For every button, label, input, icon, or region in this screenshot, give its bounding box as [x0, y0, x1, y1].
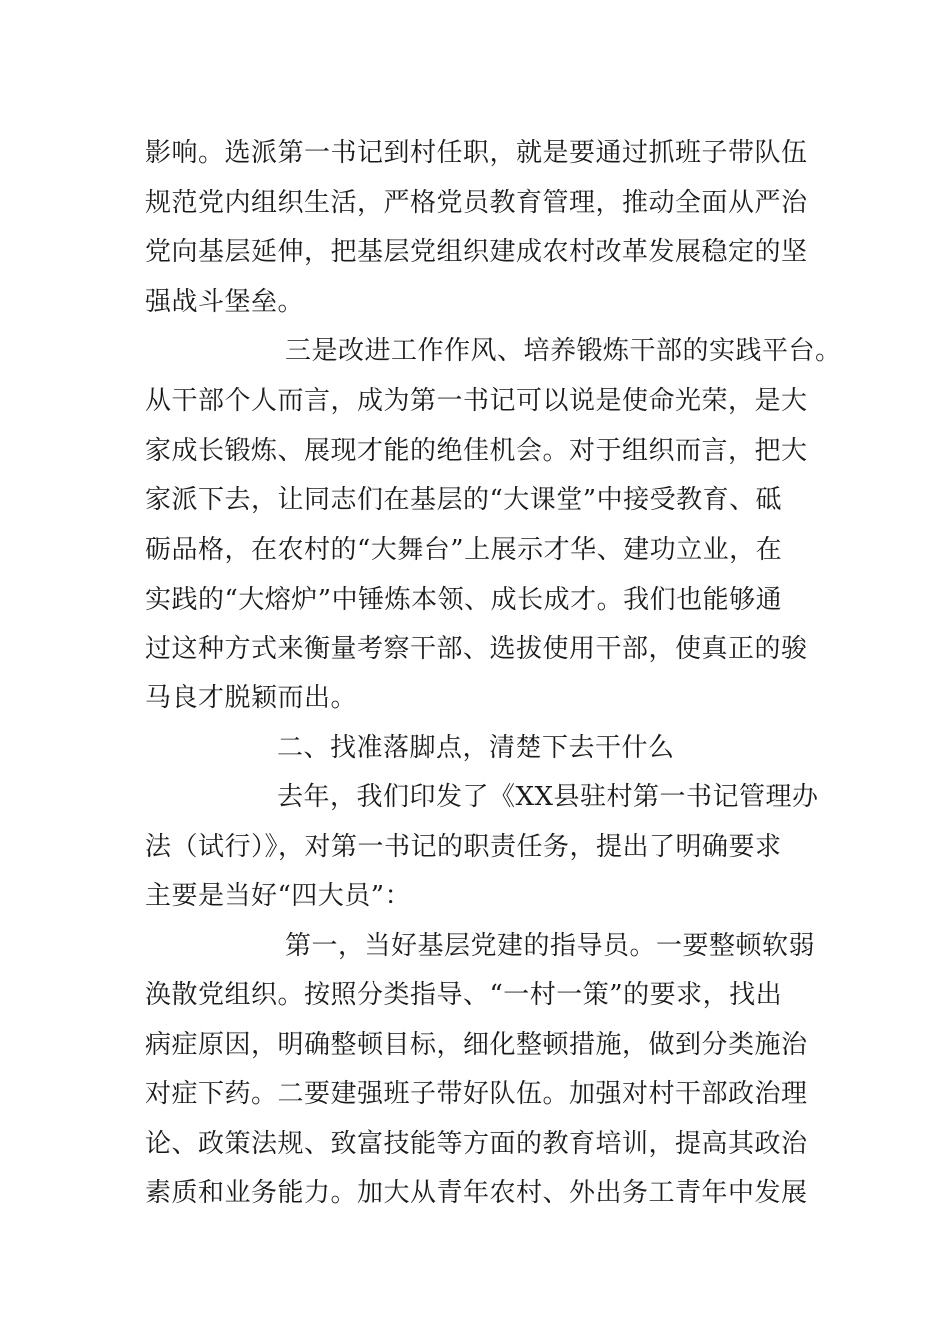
- text-line: 主要是当好“四大员”：: [145, 881, 412, 911]
- text-line: 素质和业务能力。加大从青年农村、外出务工青年中发展: [145, 1178, 808, 1208]
- text-line: 马良才脱颖而出。: [145, 683, 358, 713]
- text-line: 第一，当好基层党建的指导员。一要整顿软弱: [285, 931, 816, 961]
- text-line: 影响。选派第一书记到村任职，就是要通过抓班子带队伍: [145, 138, 808, 168]
- text-line: 三是改进工作作风、培养锻炼干部的实践平台。: [285, 336, 842, 366]
- text-line: 病症原因，明确整顿目标，细化整顿措施，做到分类施治: [145, 1030, 808, 1060]
- text-line: 家成长锻炼、展现才能的绝佳机会。对于组织而言，把大: [145, 436, 808, 466]
- section-heading: 二、找准落脚点，清楚下去干什么: [277, 733, 675, 763]
- text-line: 砺品格，在农村的“大舞台”上展示才华、建功立业，在: [145, 535, 783, 565]
- text-line: 论、政策法规、致富技能等方面的教育培训，提高其政治: [145, 1129, 808, 1159]
- text-line: 党向基层延伸，把基层党组织建成农村改革发展稳定的坚: [145, 237, 808, 267]
- text-line: 强战斗堡垒。: [145, 287, 305, 317]
- text-line: 法（试行）》，对第一书记的职责任务，提出了明确要求: [145, 832, 782, 862]
- text-line: 实践的“大熔炉”中锤炼本领、成长成才。我们也能够通: [145, 585, 783, 615]
- text-line: 涣散党组织。按照分类指导、“一村一策”的要求，找出: [145, 980, 783, 1010]
- text-line: 过这种方式来衡量考察干部、选拔使用干部，使真正的骏: [145, 634, 808, 664]
- text-line: 从干部个人而言，成为第一书记可以说是使命光荣，是大: [145, 386, 808, 416]
- text-line: 对症下药。二要建强班子带好队伍。加强对村干部政治理: [145, 1079, 808, 1109]
- text-line: 去年，我们印发了《XX县驻村第一书记管理办: [277, 782, 819, 812]
- text-line: 规范党内组织生活，严格党员教育管理，推动全面从严治: [145, 188, 808, 218]
- text-line: 家派下去，让同志们在基层的“大课堂”中接受教育、砥: [145, 485, 783, 515]
